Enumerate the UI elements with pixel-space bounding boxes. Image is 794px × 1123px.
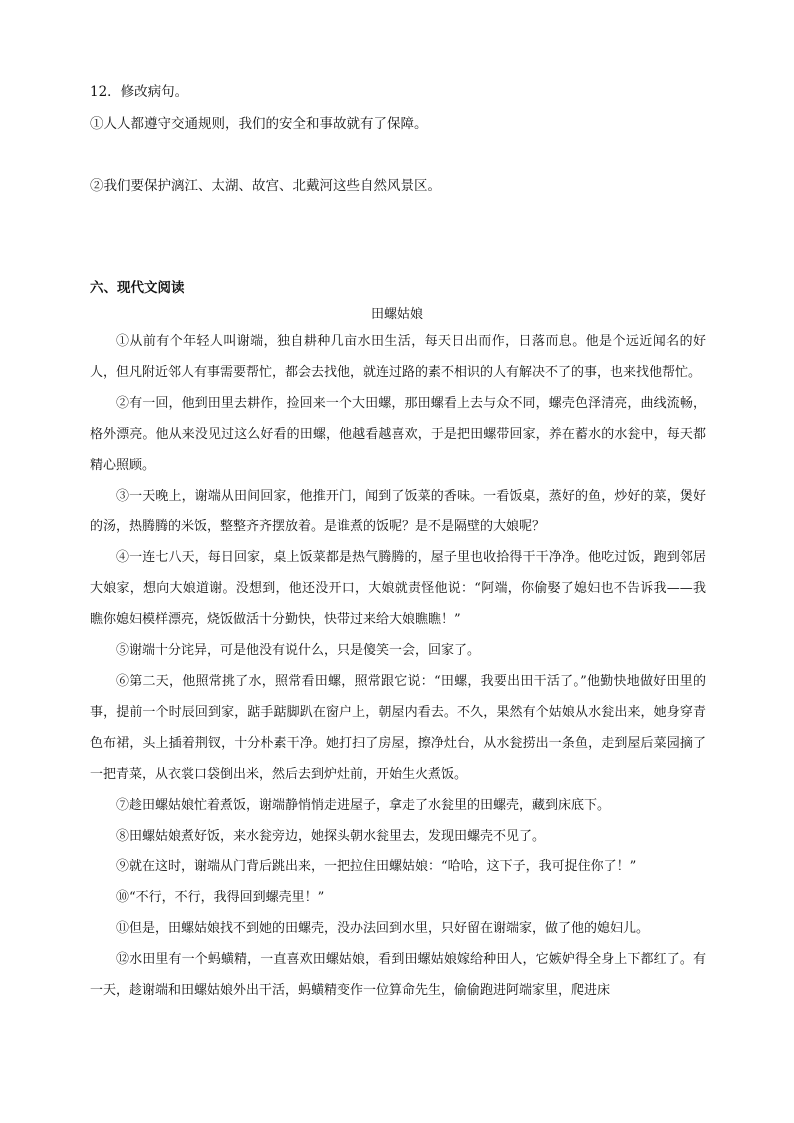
- paragraph: ③一天晚上，谢端从田间回家，他推开门，闻到了饭菜的香味。一看饭桌，蒸好的鱼，炒好的菜，煲好的汤，热腾腾的米饭，整整齐齐摆放着。是谁煮的饭呢？是不是隔壁的大娘呢？: [90, 488, 706, 535]
- paragraph: ⑫水田里有一个蚂蟥精，一直喜欢田螺姑娘，看到田螺姑娘嫁给种田人，它嫉妒得全身上下都红了。有一天，趁谢端和田螺姑娘外出干活，蚂蟥精变作一位算命先生，偷偷跑进阿端家里，爬进床: [90, 952, 706, 999]
- paragraph: ⑥第二天，他照常挑了水，照常看田螺，照常跟它说：“田螺，我要出田干活了。”他勤快地做好田里的事，提前一个时辰回到家，踮手踮脚趴在窗户上，朝屋内看去。不久，果然有个姑娘从水瓮出来，她身穿青色布裙，头上插着荆钗，十分朴素干净。她打扫了房屋，擦净灶台，从水瓮捞出一条鱼，走到屋后菜园摘了一把青菜，从衣裳口袋倒出米，然后去到炉灶前，开始生火煮饭。: [90, 673, 706, 782]
- paragraph: ⑧田螺姑娘煮好饭，来水瓮旁边，她探头朝水瓮里去，发现田螺壳不见了。: [116, 828, 546, 844]
- paragraph: ①从前有个年轻人叫谢端，独自耕种几亩水田生活，每天日出而作，日落而息。他是个远近闻名的好人，但凡附近邻人有事需要帮忙，都会去找他，就连过路的素不相识的人有解决不了的事，也来找他帮忙。: [90, 334, 706, 380]
- paragraph: ②有一回，他到田里去耕作，捡回来一个大田螺，那田螺看上去与众不同，螺壳色泽清亮，曲线流畅，格外漂亮。他从来没见过这么好看的田螺，他越看越喜欢，于是把田螺带回家，养在蓄水的水瓮中，每天都精心照顾。: [90, 395, 706, 473]
- question-12-heading: 12．修改病句。: [90, 84, 189, 100]
- question-12-item-1: ①人人都遵守交通规则，我们的安全和事故就有了保障。: [90, 116, 428, 132]
- section-heading: 六、现代文阅读: [90, 280, 185, 296]
- paragraph: ⑪但是，田螺姑娘找不到她的田螺壳，没办法回到水里，只好留在谢端家，做了他的媳妇儿。: [116, 921, 650, 937]
- paragraph: ④一连七八天，每日回家，桌上饭菜都是热气腾腾的，屋子里也收拾得干干净净。他吃过饭，跑到邻居大娘家，想向大娘道谢。没想到，他还没开口，大娘就责怪他说：“阿端，你偷娶了媳妇也不告诉我——我瞧你媳妇模样漂亮，烧饭做活十分勤快，快带过来给大娘瞧瞧！”: [90, 550, 706, 628]
- paragraph: ⑩“不行，不行，我得回到螺壳里！”: [116, 890, 325, 906]
- paragraph: ⑨就在这时，谢端从门背后跳出来，一把拉住田螺姑娘：“哈哈，这下子，我可捉住你了！”: [116, 859, 637, 875]
- paragraph: ⑤谢端十分诧异，可是他没有说什么，只是傻笑一会，回家了。: [116, 643, 481, 659]
- article-body: [90, 327, 706, 1007]
- paragraph: ⑦趁田螺姑娘忙着煮饭，谢端静悄悄走进屋子，拿走了水瓮里的田螺壳，藏到床底下。: [116, 797, 611, 813]
- article-title: 田螺姑娘: [370, 307, 423, 322]
- question-12-item-2: ②我们要保护漓江、太湖、故宫、北戴河这些自然风景区。: [90, 178, 441, 194]
